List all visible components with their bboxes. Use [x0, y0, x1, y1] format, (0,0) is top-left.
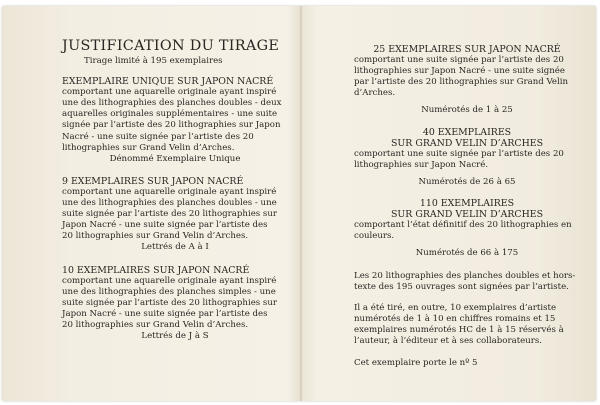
section-110-exemplaires: [354, 198, 580, 259]
section-note: Numérotés de 1 à 25: [421, 105, 513, 116]
section-exemplaire-unique: [62, 76, 288, 165]
section-note: Numérotés de 26 à 65: [418, 176, 516, 187]
body-line: une des lithographies des planches doubles - une: [62, 198, 277, 209]
section-heading: 25 EXEMPLAIRES SUR JAPON NACRÉ: [373, 44, 561, 55]
body-line: exemplaires numérotés HC de 1 à 15 réservés à: [354, 324, 564, 335]
section-note: Numérotés de 66 à 175: [415, 248, 519, 259]
body-line: une des lithographies des planches simples - une: [62, 286, 276, 297]
body-line: aquarelles originales supplémentaires - une suite: [62, 109, 278, 120]
section-heading: SUR GRAND VELIN D’ARCHES: [390, 137, 544, 149]
body-line: comportant une aquarelle originale ayant inspiré: [62, 186, 277, 197]
body-line: suite signée par l’artiste des 20 lithographies sur: [62, 297, 277, 308]
page-gutter: [300, 6, 302, 401]
section-heading: EXEMPLAIRE UNIQUE SUR JAPON NACRÉ: [62, 76, 274, 88]
section-9-exemplaires: [62, 176, 288, 254]
body-line: Nacré - une suite signée par l’artiste des 20: [62, 131, 254, 142]
left-page: [62, 38, 288, 342]
section-heading: 110 EXEMPLAIRES: [419, 198, 515, 210]
body-line: par l’artiste des 20 lithographies sur Grand Velin: [354, 77, 569, 88]
section-note: Dénommé Exemplaire Unique: [109, 153, 241, 164]
section-25-exemplaires: [354, 44, 580, 117]
section-10-exemplaires: [62, 265, 288, 343]
body-line: comportant une suite signée par l’artiste des 20: [354, 148, 564, 159]
body-line: suite signée par l’artiste des 20 lithographies sur: [62, 209, 277, 220]
body-line: Les 20 lithographies des planches doubles et hors-: [354, 270, 576, 281]
body-line: Japon Nacré - une suite signée par l’artiste des: [62, 308, 268, 319]
print-run-subtitle: Tirage limité à 195 exemplaires: [84, 56, 223, 66]
signature-paragraph: [354, 271, 580, 293]
section-heading: 9 EXEMPLAIRES SUR JAPON NACRÉ: [62, 175, 244, 187]
body-line: texte des 195 ouvrages sont signées par l’artiste.: [354, 281, 569, 292]
body-line: comportant une aquarelle originale ayant inspiré: [62, 87, 277, 98]
body-line: lithographies sur Japon Nacré - une suite signée: [354, 66, 565, 77]
body-line: une des lithographies des planches doubles - deux: [62, 98, 282, 109]
body-line: numérotés de 1 à 10 en chiffres romains et 15: [354, 313, 556, 324]
section-heading: SUR GRAND VELIN D’ARCHES: [390, 209, 544, 221]
body-line: signée par l’artiste des 20 lithographies sur Japon: [62, 120, 281, 131]
body-line: comportant l’état définitif des 20 lithographies en: [354, 220, 572, 231]
body-line: comportant une aquarelle originale ayant inspiré: [62, 275, 277, 286]
right-page: [354, 44, 580, 369]
page-title: JUSTIFICATION DU TIRAGE: [62, 38, 280, 54]
body-line: couleurs.: [354, 231, 395, 242]
body-line: 20 lithographies sur Grand Velin d’Arches.: [62, 319, 249, 330]
section-heading: 40 EXEMPLAIRES: [422, 126, 512, 138]
body-line: lithographies sur Japon Nacré.: [354, 159, 489, 170]
section-heading: 10 EXEMPLAIRES SUR JAPON NACRÉ: [62, 264, 250, 276]
copy-number-line: Cet exemplaire porte le nº 5: [354, 358, 478, 369]
body-line: Japon Nacré - une suite signée par l’artiste des: [62, 220, 268, 231]
body-line: l’auteur, à l’éditeur et à ses collaborateurs.: [354, 335, 543, 346]
section-note: Lettrés de J à S: [141, 331, 209, 342]
body-line: comportant une suite signée par l’artiste des 20: [354, 55, 564, 66]
body-line: lithographies sur Grand Velin d’Arches.: [62, 142, 235, 153]
section-note: Lettrés de A à I: [141, 242, 209, 253]
section-40-exemplaires: [354, 127, 580, 188]
body-line: 20 lithographies sur Grand Velin d’Arches.: [62, 231, 249, 242]
artist-copies-paragraph: [354, 303, 580, 347]
body-line: d’Arches.: [354, 88, 396, 99]
body-line: Il a été tiré, en outre, 10 exemplaires d’artiste: [354, 302, 557, 313]
